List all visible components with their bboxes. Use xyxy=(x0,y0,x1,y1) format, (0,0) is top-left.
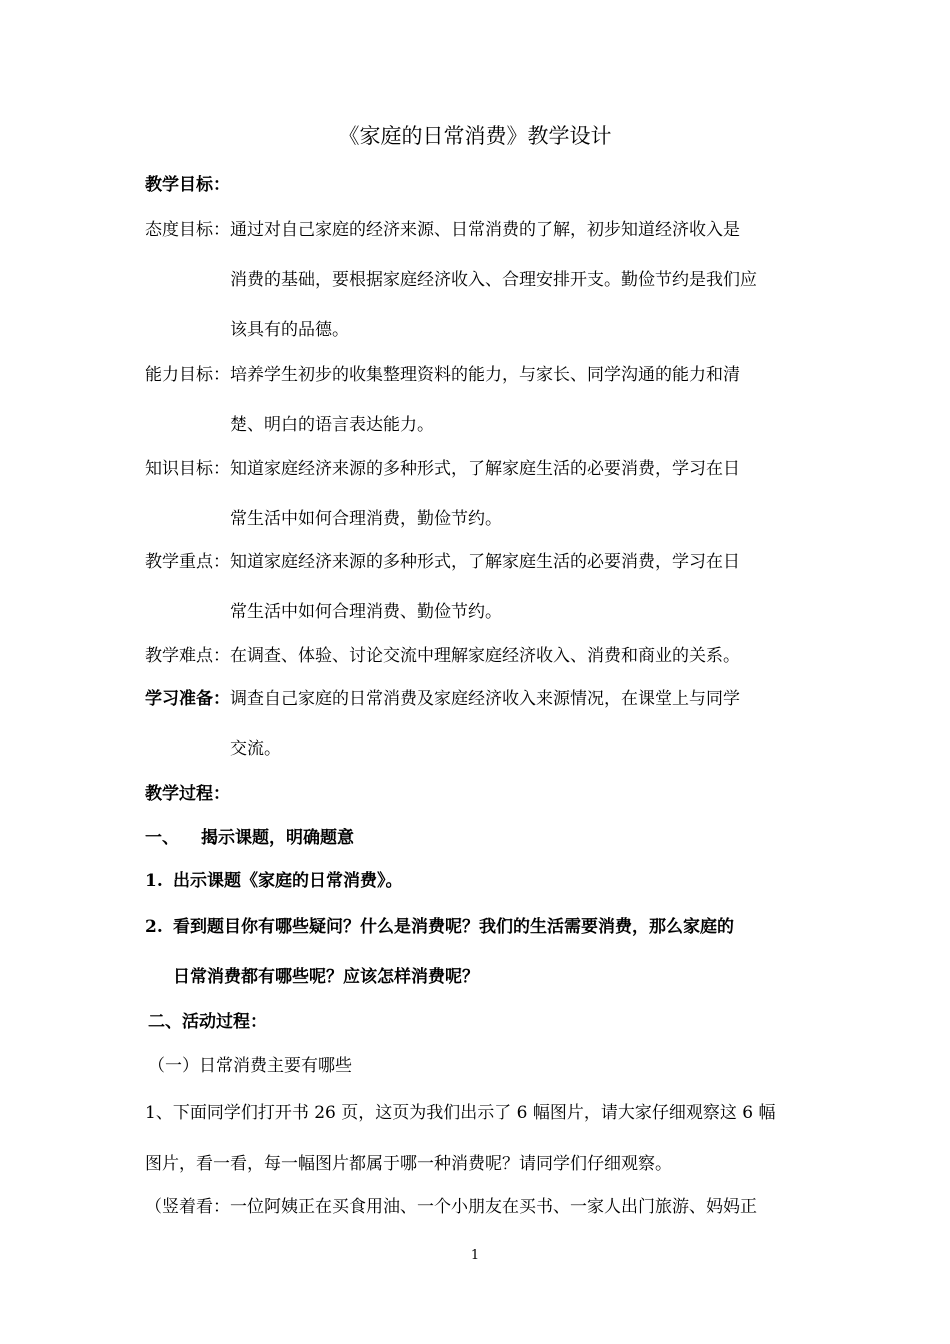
key-point-line1 xyxy=(145,549,740,575)
section1-title: 揭示课题，明确题意 xyxy=(201,828,354,848)
knowledge-text-2: 常生活中如何合理消费，勤俭节约。 xyxy=(230,509,502,529)
ability-objective-line1 xyxy=(145,362,740,388)
attitude-text-3: 该具有的品德。 xyxy=(230,320,349,340)
para1-line1: 1、下面同学们打开书 26 页，这页为我们出示了 6 幅图片，请大家仔细观察这 6 幅 xyxy=(145,1103,776,1123)
attitude-label: 态度目标： xyxy=(145,220,230,240)
item1-text: 出示课题《家庭的日常消费》。 xyxy=(173,871,403,891)
objectives-heading: 教学目标： xyxy=(145,175,230,195)
section1-number: 一、 xyxy=(145,828,179,848)
section2-heading: 二、活动过程： xyxy=(148,1012,267,1032)
attitude-text-1: 通过对自己家庭的经济来源、日常消费的了解，初步知道经济收入是 xyxy=(230,220,740,240)
difficulty-label: 教学难点： xyxy=(145,646,230,666)
item2-text-2: 日常消费都有哪些呢？应该怎样消费呢？ xyxy=(173,967,479,987)
para2-line1: （竖着看：一位阿姨正在买食用油、一个小朋友在买书、一家人出门旅游、妈妈正 xyxy=(145,1197,757,1217)
ability-text-1: 培养学生初步的收集整理资料的能力，与家长、同学沟通的能力和清 xyxy=(230,365,740,385)
para1-line2: 图片，看一看，每一幅图片都属于哪一种消费呢？请同学们仔细观察。 xyxy=(145,1154,672,1174)
key-point-label: 教学重点： xyxy=(145,552,230,572)
process-heading: 教学过程： xyxy=(145,784,230,804)
ability-label: 能力目标： xyxy=(145,365,230,385)
difficulty-text-1: 在调查、体验、讨论交流中理解家庭经济收入、消费和商业的关系。 xyxy=(230,646,740,666)
document-title: 《家庭的日常消费》教学设计 xyxy=(338,124,612,148)
item2-text-1: 看到题目你有哪些疑问？什么是消费呢？我们的生活需要消费，那么家庭的 xyxy=(173,917,734,937)
key-point-text-1: 知道家庭经济来源的多种形式，了解家庭生活的必要消费，学习在日 xyxy=(230,552,740,572)
item2-number: 2. xyxy=(145,917,163,937)
knowledge-text-1: 知道家庭经济来源的多种形式，了解家庭生活的必要消费，学习在日 xyxy=(230,459,740,479)
key-point-text-2: 常生活中如何合理消费、勤俭节约。 xyxy=(230,602,502,622)
preparation-text-2: 交流。 xyxy=(230,739,281,759)
subsection1-heading: （一）日常消费主要有哪些 xyxy=(148,1056,352,1076)
attitude-text-2: 消费的基础，要根据家庭经济收入、合理安排开支。勤俭节约是我们应 xyxy=(230,270,757,290)
item1-number: 1. xyxy=(145,871,163,891)
ability-text-2: 楚、明白的语言表达能力。 xyxy=(230,415,434,435)
preparation-text-1: 调查自己家庭的日常消费及家庭经济收入来源情况，在课堂上与同学 xyxy=(230,689,740,709)
page-number: 1 xyxy=(470,1248,480,1263)
attitude-objective-line1 xyxy=(145,217,740,243)
preparation-label: 学习准备： xyxy=(145,689,230,709)
knowledge-label: 知识目标： xyxy=(145,459,230,479)
difficulty-line1 xyxy=(145,643,740,669)
preparation-line1 xyxy=(145,686,740,712)
knowledge-objective-line1 xyxy=(145,456,740,482)
